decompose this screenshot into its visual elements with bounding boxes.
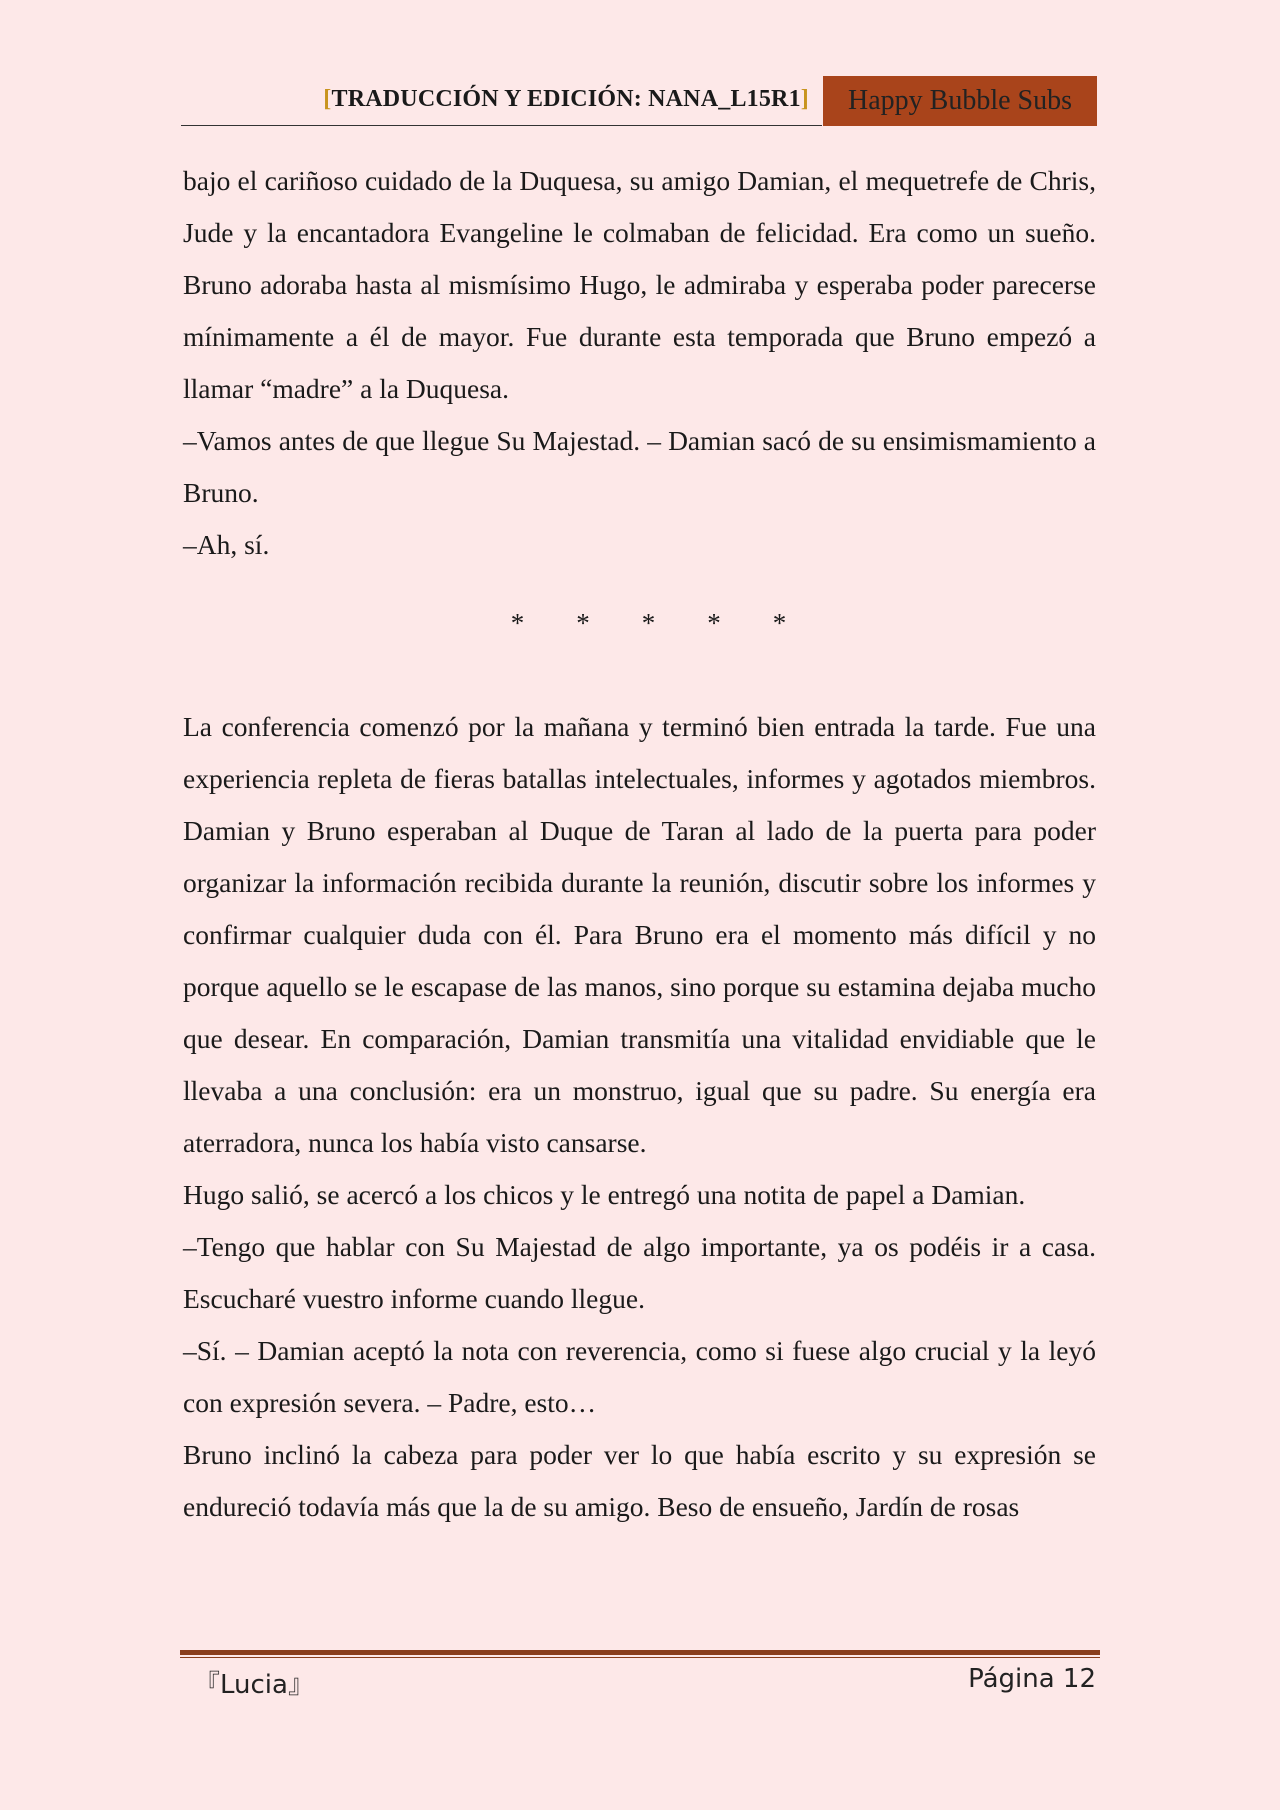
paragraph: Bruno inclinó la cabeza para poder ver lo que había escrito y su expresión se endureció todavía más que la de su amigo. Beso de ensueño, Jardín de rosas — [183, 1439, 1096, 1522]
bracket-close: ] — [800, 86, 809, 112]
separator-star: * — [772, 608, 787, 638]
separator-star: * — [576, 608, 590, 638]
paragraph: –Tengo que hablar con Su Majestad de algo importante, ya os podéis ir a casa. Escucharé vuestro informe cuando llegue. — [183, 1231, 1096, 1314]
translation-credit — [323, 86, 809, 113]
header-rule — [181, 125, 822, 126]
scene-two — [183, 701, 1096, 1533]
paragraph: La conferencia comenzó por la mañana y terminó bien entrada la tarde. Fue una experiencia repleta de fieras batallas intelectuales, informes y agotados miembros. Damian y Bruno esperaban al Duque de Taran al lado de la puerta para poder organizar la información recibida durante la reunión, discutir sobre los informes y confirmar cualquier duda con él. Para Bruno era el momento más difícil y no porque aquello se le escapase de las manos, sino porque su estamina dejaba mucho que desear. En comparación, Damian transmitía una vitalidad envidiable que le llevaba a una conclusión: era un monstruo, igual que su padre. Su energía era aterradora, nunca los había visto cansarse. — [183, 711, 1096, 1158]
scene-separator — [183, 597, 1096, 649]
footer-rule-thin — [180, 1657, 1100, 1658]
separator-star: * — [707, 608, 721, 638]
page-number: Página 12 — [968, 1664, 1096, 1694]
credit-text: TRADUCCIÓN Y EDICIÓN: NANA_L15R1 — [331, 86, 801, 112]
book-title: 『Lucia』 — [194, 1670, 314, 1700]
separator-star: * — [641, 608, 656, 638]
paragraph: bajo el cariñoso cuidado de la Duquesa, su amigo Damian, el mequetrefe de Chris, Jude y la encantadora Evangeline le colmaban de felicidad. Era como un sueño. Bruno adoraba hasta al mismísimo Hugo, le admiraba y esperaba poder parecerse mínimamente a él de mayor. Fue durante esta temporada que Bruno empezó a llamar “madre” a la Duquesa. — [183, 165, 1096, 404]
page-header — [181, 76, 1097, 126]
paragraph: Hugo salió, se acercó a los chicos y le entregó una notita de papel a Damian. — [183, 1179, 1026, 1210]
separator-star: * — [510, 608, 525, 638]
paragraph: –Ah, sí. — [183, 529, 270, 560]
group-name-badge: Happy Bubble Subs — [823, 76, 1097, 126]
page-body — [183, 155, 1096, 1533]
paragraph: –Sí. – Damian aceptó la nota con reverencia, como si fuese algo crucial y la leyó con expresión severa. – Padre, esto… — [183, 1335, 1096, 1418]
footer-rule-thick — [180, 1650, 1100, 1655]
paragraph: –Vamos antes de que llegue Su Majestad. – Damian sacó de su ensimismamiento a Bruno. — [183, 425, 1096, 508]
bracket-open: [ — [323, 86, 332, 112]
